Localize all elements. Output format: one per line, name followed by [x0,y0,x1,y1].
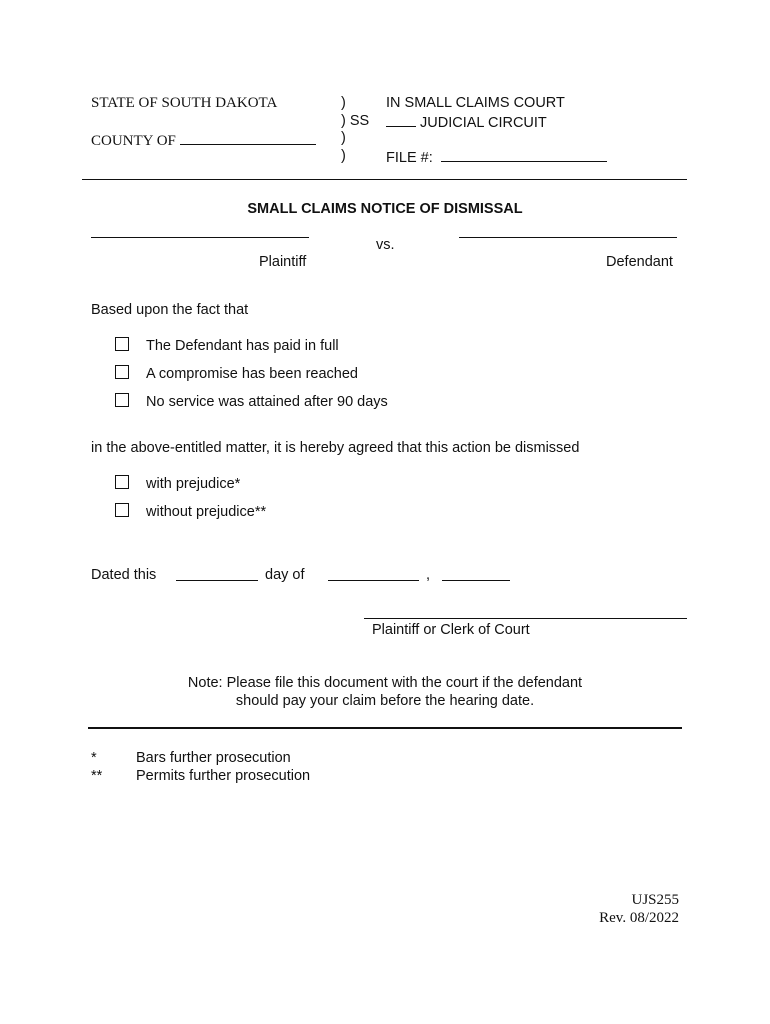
footnote-mark-2: ** [91,768,103,784]
signature-line[interactable] [364,618,687,619]
court-label: IN SMALL CLAIMS COURT [386,95,565,111]
compromise-checkbox[interactable] [115,365,129,379]
file-number-blank[interactable] [441,149,607,162]
day-of-label: day of [265,567,305,583]
document-title: SMALL CLAIMS NOTICE OF DISMISSAL [247,201,523,217]
paren-3: ) [341,130,346,146]
without-prejudice-label: without prejudice** [146,504,267,520]
with-prejudice-checkbox[interactable] [115,475,129,489]
note-line-1: Note: Please file this document with the court if the defendant [187,675,583,691]
state-label: STATE OF SOUTH DAKOTA [91,95,278,111]
basis-intro: Based upon the fact that [91,302,249,318]
compromise-label: A compromise has been reached [146,366,358,382]
paid-in-full-checkbox[interactable] [115,337,129,351]
county-text: COUNTY OF [91,133,176,149]
vs-label: vs. [376,237,395,253]
no-service-checkbox[interactable] [115,393,129,407]
circuit-text: JUDICIAL CIRCUIT [420,115,547,131]
footnote-text-1: Bars further prosecution [136,750,291,766]
defendant-line[interactable] [459,237,677,238]
no-service-label: No service was attained after 90 days [146,394,388,410]
file-label: FILE #: [386,150,433,166]
footnote-text-2: Permits further prosecution [136,768,311,784]
paren-ss: ) SS [341,113,370,129]
year-blank[interactable] [442,580,510,581]
county-blank[interactable] [180,132,316,145]
dated-prefix: Dated this [91,567,157,583]
footer-divider [88,727,682,729]
defendant-label: Defendant [606,254,673,270]
day-blank[interactable] [176,580,258,581]
month-blank[interactable] [328,580,419,581]
form-code: UJS255 [631,892,679,908]
date-comma: , [426,567,431,583]
note-line-2: should pay your claim before the hearing date. [235,693,535,709]
plaintiff-label: Plaintiff [259,254,307,270]
county-label [91,132,316,149]
with-prejudice-label: with prejudice* [146,476,241,492]
paid-in-full-label: The Defendant has paid in full [146,338,339,354]
signature-label: Plaintiff or Clerk of Court [372,622,530,638]
circuit-blank[interactable] [386,114,416,127]
agreement-text: in the above-entitled matter, it is hereby agreed that this action be dismissed [91,440,580,456]
plaintiff-line[interactable] [91,237,309,238]
form-revision: Rev. 08/2022 [599,910,679,926]
footnote-mark-1: * [91,750,97,766]
paren-4: ) [341,148,346,164]
paren-1: ) [341,95,346,111]
file-number [386,149,607,166]
without-prejudice-checkbox[interactable] [115,503,129,517]
circuit-label [386,114,547,131]
header-divider [82,179,687,180]
